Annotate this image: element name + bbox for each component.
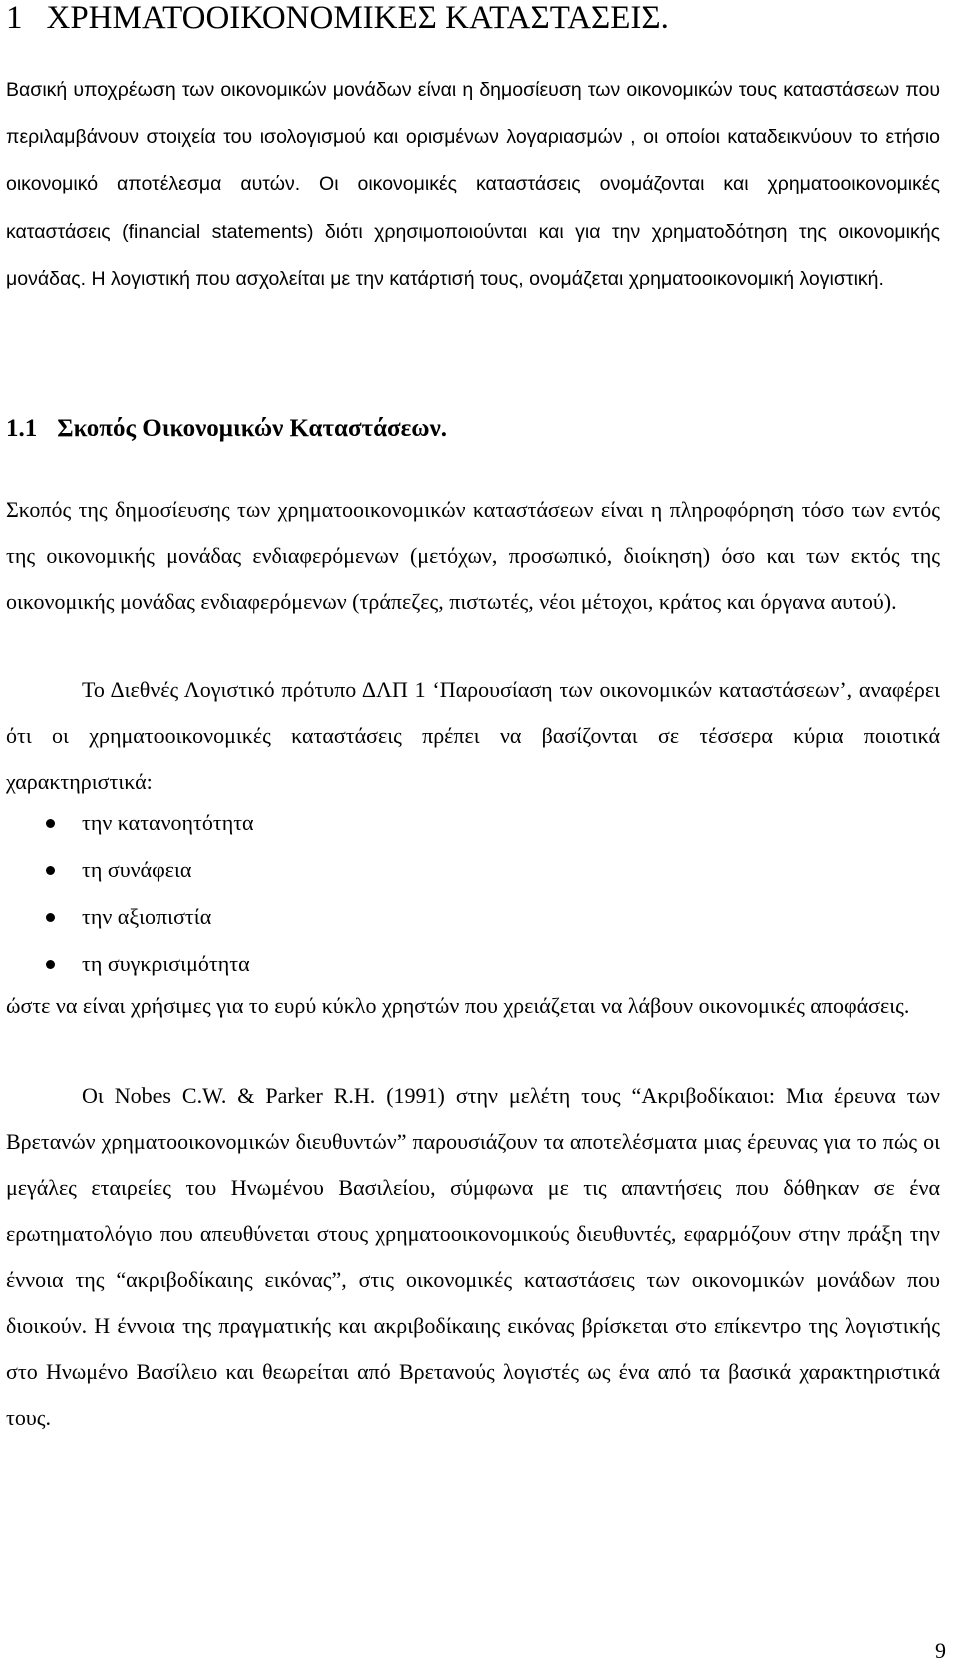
- list-item: [6, 847, 940, 894]
- document-page: [6, 0, 946, 1673]
- section-heading: [6, 415, 447, 443]
- bullet-icon: [46, 866, 55, 875]
- list-item-text: τη συνάφεια: [82, 857, 192, 882]
- chapter-title: ΧΡΗΜΑΤΟΟΙΚΟΝΟΜΙΚΕΣ ΚΑΤΑΣΤΑΣΕΙΣ.: [46, 0, 669, 36]
- nobes-paragraph: Οι Nobes C.W. & Parker R.H. (1991) στην μελέτη τους “Ακριβοδίκαιοι: Μια έρευνα των Βρετανών χρηματοοικονομικών διευθυντών” παρουσιάζουν τα αποτελέσματα μιας έρευνας για το πώς οι μεγάλες εταιρείες του Ηνωμένου Βασιλείου, σύμφωνα με τις απαντήσεις που δόθηκαν σε ένα ερωτηματολόγιο που απευθύνεται στους χρηματοοικονομικούς διευθυντές, εφαρμόζουν στην πράξη την έννοια της “ακριβοδίκαιης εικόνας”, στις οικονομικές καταστάσεις των οικονομικών μονάδων που διοικούν. Η έννοια της πραγματικής και ακριβοδίκαιης εικόνας βρίσκεται στο επίκεντρο της λογιστικής στο Ηνωμένο Βασίλειο και θεωρείται από Βρετανούς λογιστές ως ένα από τα βασικά χαρακτηριστικά τους.: [6, 1083, 940, 1430]
- list-item-text: την κατανοητότητα: [82, 810, 254, 835]
- purpose-paragraph: Σκοπός της δημοσίευσης των χρηματοοικονομικών καταστάσεων είναι η πληροφόρηση τόσο των εντός της οικονομικής μονάδας ενδιαφερόμενων (μετόχων, προσωπικό, διοίκηση) όσο και των εκτός της οικονομικής μονάδας ενδιαφερόμενων (τράπεζες, πιστωτές, νέοι μέτοχοι, κράτος και όργανα αυτού).: [6, 497, 940, 614]
- chapter-number: 1: [6, 0, 23, 36]
- characteristics-list: [6, 800, 940, 988]
- section-number: 1.1: [6, 415, 38, 442]
- list-item: [6, 894, 940, 941]
- intro-paragraph: Βασική υποχρέωση των οικονομικών μονάδων είναι η δημοσίευση των οικονομικών τους καταστάσεων που περιλαμβάνουν στοιχεία του ισολογισμού και ορισμένων λογαριασμών , οι οποίοι καταδεικνύουν το ετήσιο οικονομικό αποτέλεσμα αυτών. Οι οικονομικές καταστάσεις ονομάζονται και χρηματοοικονομικές καταστάσεις (financial statements) διότι χρησιμοποιούνται και για την χρηματοδότηση της οικονομικής μονάδας. Η λογιστική που ασχολείται με την κατάρτισή τους, ονομάζεται χρηματοοικονομική λογιστική.: [6, 79, 940, 290]
- standard-paragraph: Το Διεθνές Λογιστικό πρότυπο ΔΛΠ 1 ‘Παρουσίαση των οικονομικών καταστάσεων’, αναφέρει ότι οι χρηματοοικονομικές καταστάσεις πρέπει να βασίζονται σε τέσσερα κύρια ποιοτικά χαρακτηριστικά:: [6, 677, 940, 794]
- list-item-text: τη συγκρισιμότητα: [82, 951, 250, 976]
- list-item-text: την αξιοπιστία: [82, 904, 212, 929]
- page-number: 9: [935, 1638, 946, 1663]
- list-item: [6, 941, 940, 988]
- bullet-icon: [46, 913, 55, 922]
- bullet-icon: [46, 819, 55, 828]
- list-item: [6, 800, 940, 847]
- section-title: Σκοπός Οικονομικών Καταστάσεων.: [57, 415, 447, 442]
- bullet-icon: [46, 960, 55, 969]
- chapter-heading: [6, 0, 669, 36]
- after-list-paragraph: ώστε να είναι χρήσιμες για το ευρύ κύκλο χρηστών που χρειάζεται να λάβουν οικονομικές αποφάσεις.: [6, 993, 910, 1018]
